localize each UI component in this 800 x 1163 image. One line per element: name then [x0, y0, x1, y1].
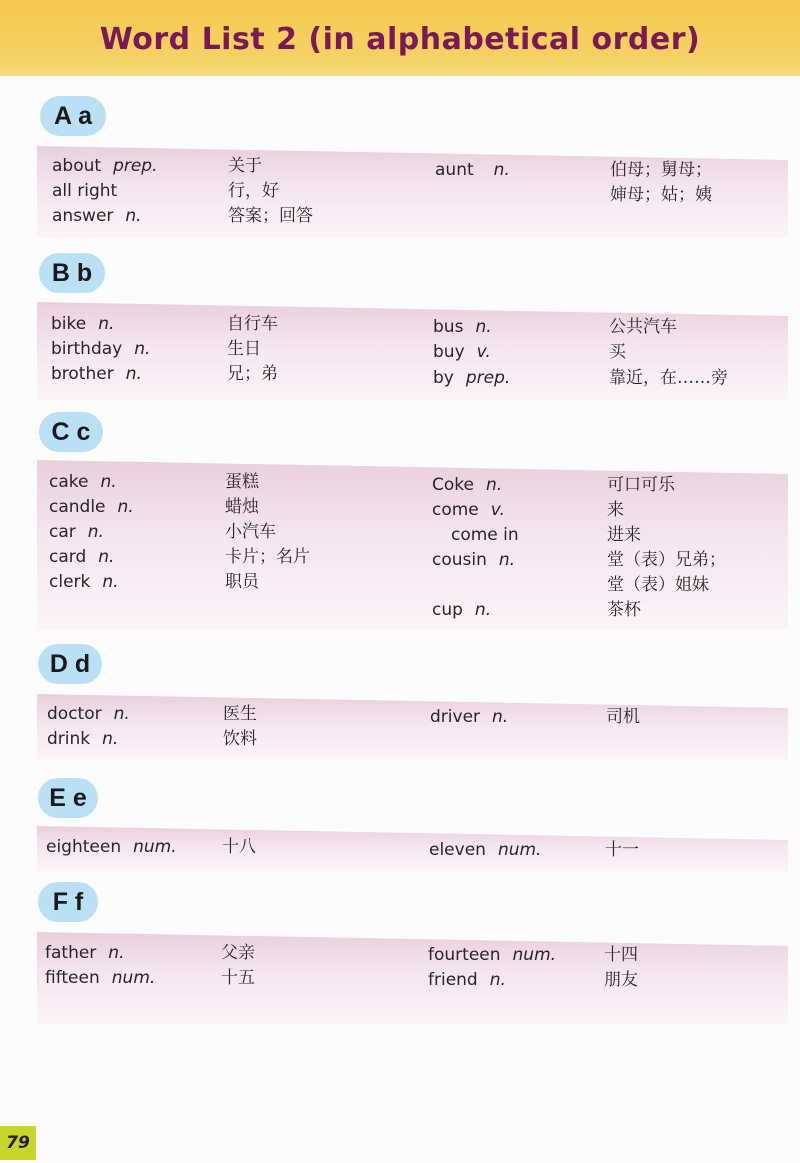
- entry-word: about prep.: [52, 156, 158, 176]
- entry-meaning: 十四: [604, 945, 638, 965]
- section-badge-c: C c: [39, 412, 103, 452]
- entry-meaning: 生日: [227, 339, 261, 359]
- entry-word: car n.: [49, 522, 104, 542]
- entry-meaning: 公共汽车: [609, 317, 677, 337]
- entry-meaning: 堂（表）姐妹: [607, 575, 709, 595]
- entry-word: bike n.: [51, 314, 115, 334]
- entry-meaning: 自行车: [227, 314, 278, 334]
- section-badge-e: E e: [38, 778, 98, 818]
- entry-word: answer n.: [52, 206, 142, 226]
- entry-word: buy v.: [433, 342, 491, 362]
- section-badge-b: B b: [39, 253, 105, 293]
- entry-word: bus n.: [433, 317, 492, 337]
- entry-meaning: 卡片；名片: [225, 547, 310, 567]
- entry-meaning: 十一: [605, 840, 639, 860]
- entry-meaning: 答案；回答: [228, 206, 313, 226]
- entry-word: by prep.: [433, 368, 511, 388]
- entry-word: card n.: [49, 547, 115, 567]
- entry-meaning: 小汽车: [225, 522, 276, 542]
- entry-word: candle n.: [49, 497, 134, 517]
- section-badge-f: F f: [38, 882, 98, 922]
- entry-word: cake n.: [49, 472, 117, 492]
- entry-word: birthday n.: [51, 339, 151, 359]
- entry-meaning: 来: [607, 500, 624, 520]
- entry-meaning: 茶杯: [607, 600, 641, 620]
- entry-meaning: 买: [609, 342, 626, 362]
- entry-word: drink n.: [47, 729, 119, 749]
- entry-word: driver n.: [430, 707, 509, 727]
- page-number: 79: [0, 1126, 36, 1160]
- entry-meaning: 蛋糕: [225, 472, 259, 492]
- entry-meaning: 饮料: [223, 729, 257, 749]
- entry-meaning: 父亲: [221, 943, 255, 963]
- entry-meaning: 朋友: [604, 970, 638, 990]
- entry-meaning: 婶母；姑；姨: [610, 185, 712, 205]
- entry-meaning: 堂（表）兄弟；: [607, 550, 726, 570]
- entry-word: aunt n.: [435, 160, 510, 180]
- section-badge-d: D d: [38, 644, 102, 684]
- entry-meaning: 兄；弟: [227, 364, 278, 384]
- entry-word: Coke n.: [432, 475, 503, 495]
- entry-meaning: 司机: [606, 707, 640, 727]
- entry-word: come in: [451, 525, 519, 545]
- entry-meaning: 伯母；舅母；: [610, 160, 712, 180]
- entry-meaning: 十五: [221, 968, 255, 988]
- entry-meaning: 行，好: [228, 181, 279, 201]
- entry-word: eleven num.: [429, 840, 542, 860]
- section-band-c: [37, 460, 788, 630]
- entry-word: come v.: [432, 500, 505, 520]
- entry-meaning: 医生: [223, 704, 257, 724]
- entry-meaning: 十八: [222, 837, 256, 857]
- entry-word: cup n.: [432, 600, 492, 620]
- title-banner: [0, 0, 800, 76]
- entry-meaning: 可口可乐: [607, 475, 675, 495]
- entry-word: doctor n.: [47, 704, 130, 724]
- entry-word: cousin n.: [432, 550, 516, 570]
- entry-meaning: 关于: [228, 156, 262, 176]
- section-badge-a: A a: [40, 96, 106, 136]
- entry-word: all right: [52, 181, 118, 201]
- entry-meaning: 职员: [225, 572, 259, 592]
- entry-word: brother n.: [51, 364, 142, 384]
- entry-meaning: 靠近，在……旁: [609, 368, 728, 388]
- entry-word: fourteen num.: [428, 945, 557, 965]
- entry-word: friend n.: [428, 970, 506, 990]
- entry-word: eighteen num.: [46, 837, 177, 857]
- section-band-d: [37, 694, 788, 760]
- entry-meaning: 进来: [607, 525, 641, 545]
- page-title: Word List 2 (in alphabetical order): [99, 22, 701, 57]
- entry-meaning: 蜡烛: [225, 497, 259, 517]
- entry-word: clerk n.: [49, 572, 119, 592]
- entry-word: fifteen num.: [45, 968, 156, 988]
- entry-word: father n.: [45, 943, 125, 963]
